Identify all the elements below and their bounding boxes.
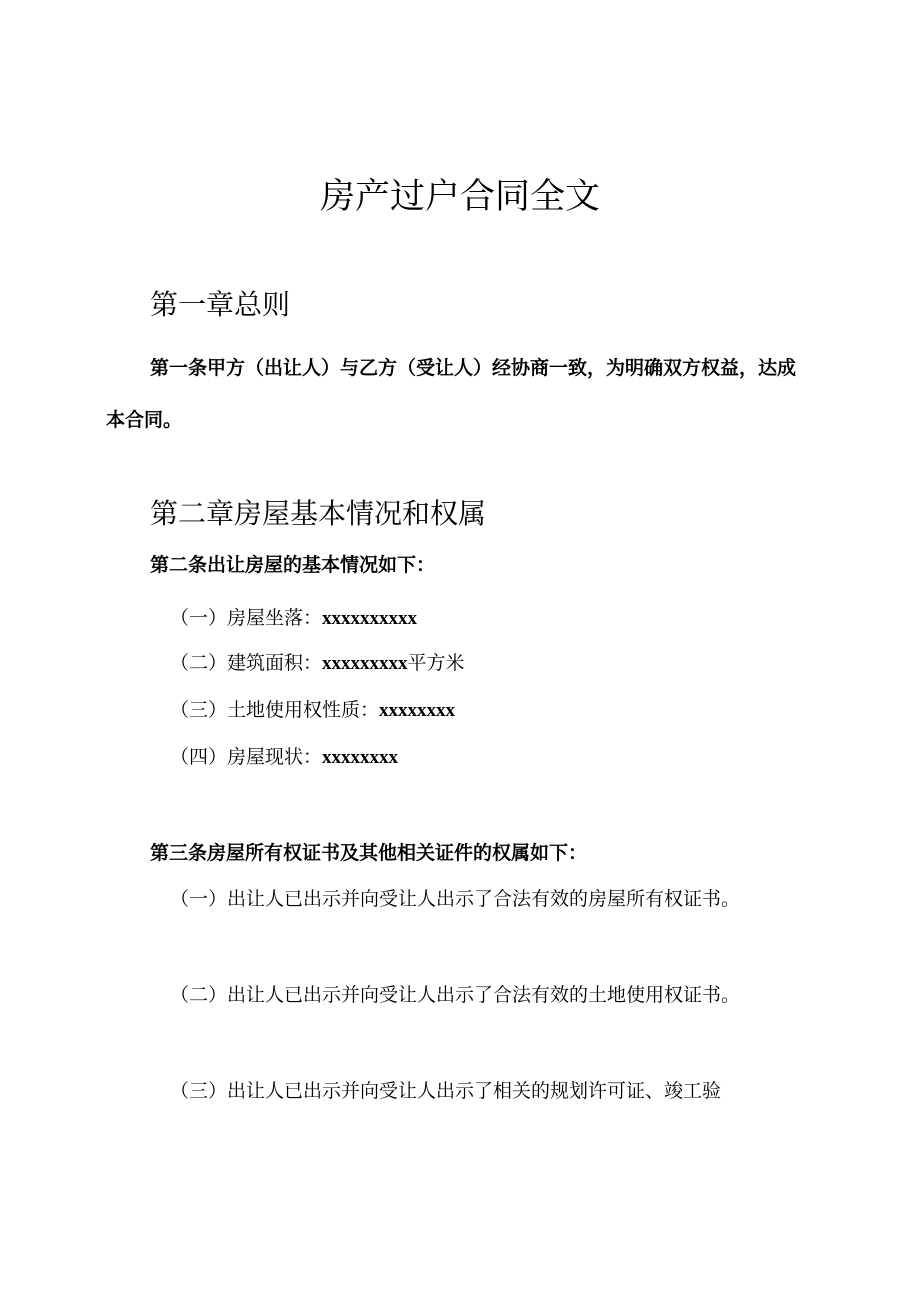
article-1-text: 第一条甲方（出让人）与乙方（受让人）经协商一致，为明确双方权益，达成本合同。 [106, 357, 797, 431]
building-area-item [170, 648, 465, 679]
article-2-heading: 第二条出让房屋的基本情况如下： [150, 554, 436, 576]
item-value: xxxxxxxx [379, 700, 456, 721]
chapter-2-heading: 第二章房屋基本情况和权属 [150, 497, 487, 530]
document-title: 房产过户合同全文 [319, 177, 600, 217]
article-3-heading: 第三条房屋所有权证书及其他相关证件的权属如下： [150, 842, 588, 864]
item-value: xxxxxxxx [322, 747, 399, 768]
article-3-item-2: （二）出让人已出示并向受让人出示了合法有效的土地使用权证书。 [170, 984, 741, 1006]
chapter-1-heading: 第一章总则 [150, 288, 291, 321]
article-3-item-1: （一）出让人已出示并向受让人出示了合法有效的房屋所有权证书。 [170, 888, 741, 910]
item-value: xxxxxxxxxx [322, 608, 418, 629]
property-location-item [170, 603, 417, 634]
land-use-right-item [170, 695, 455, 726]
item-label: （二）建筑面积： [170, 652, 323, 674]
property-status-item [170, 742, 398, 773]
item-value: xxxxxxxxx [322, 653, 408, 674]
item-label: （一）房屋坐落： [170, 607, 323, 629]
item-unit: 平方米 [407, 652, 465, 674]
article-3-item-3: （三）出让人已出示并向受让人出示了相关的规划许可证、竣工验 [170, 1080, 722, 1102]
item-label: （三）土地使用权性质： [170, 699, 380, 721]
item-label: （四）房屋现状： [170, 746, 323, 768]
